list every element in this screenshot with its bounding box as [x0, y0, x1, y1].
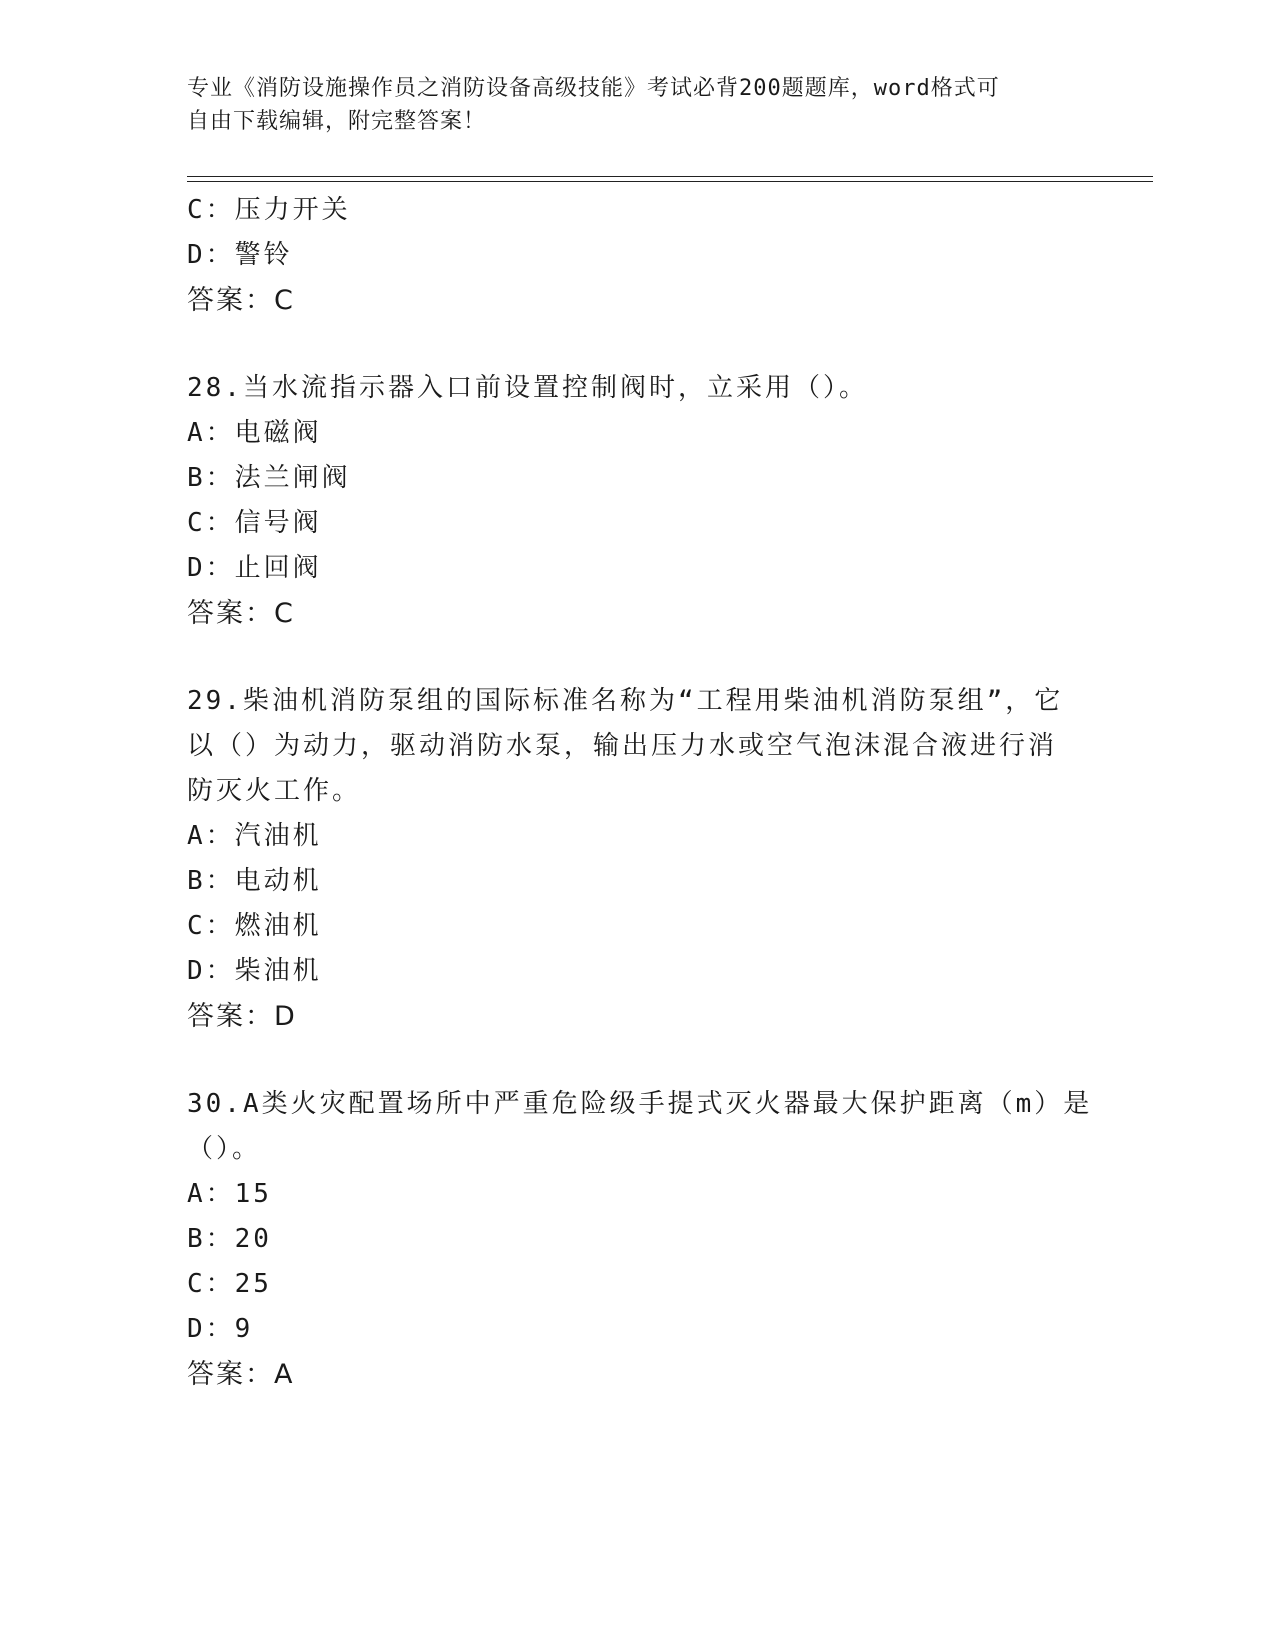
question-text: 28.当水流指示器入口前设置控制阀时，立采用（）。 — [187, 373, 868, 403]
answer: 答案：C — [187, 598, 295, 629]
option-a: A：汽油机 — [187, 821, 322, 851]
answer: 答案：A — [187, 1359, 295, 1390]
header-divider-top — [187, 176, 1153, 177]
header-divider-bottom — [187, 181, 1153, 182]
option-b: B：20 — [187, 1224, 272, 1254]
document-header — [187, 72, 1087, 138]
question-30 — [187, 1082, 1093, 1397]
question-text-line: （）。 — [187, 1134, 262, 1164]
question-text-line: 30.A类火灾配置场所中严重危险级手提式灭火器最大保护距离（m）是 — [187, 1089, 1093, 1119]
option-c: C：信号阀 — [187, 508, 322, 538]
option-a: A：15 — [187, 1179, 272, 1209]
option-a: A：电磁阀 — [187, 418, 322, 448]
question-list — [187, 188, 1093, 1397]
option-c: C：25 — [187, 1269, 272, 1299]
option-b: B：电动机 — [187, 866, 322, 896]
option-d: D：警铃 — [187, 240, 293, 270]
question-text-line: 以（）为动力，驱动消防水泵，输出压力水或空气泡沫混合液进行消 — [187, 731, 1058, 761]
option-b: B：法兰闸阀 — [187, 463, 351, 493]
header-line-1: 专业《消防设施操作员之消防设备高级技能》考试必背200题题库，word格式可 — [187, 76, 1000, 101]
option-d: D：柴油机 — [187, 956, 322, 986]
answer: 答案：D — [187, 1001, 297, 1032]
question-27-tail — [187, 188, 1087, 323]
question-28 — [187, 366, 1087, 636]
header-line-2: 自由下载编辑，附完整答案！ — [187, 109, 487, 134]
option-c: C：压力开关 — [187, 195, 351, 225]
option-c: C：燃油机 — [187, 911, 322, 941]
option-d: D：止回阀 — [187, 553, 322, 583]
question-text-line: 29.柴油机消防泵组的国际标准名称为“工程用柴油机消防泵组”，它 — [187, 686, 1064, 716]
question-29 — [187, 679, 1087, 1039]
option-d: D：9 — [187, 1314, 254, 1344]
question-text-line: 防灭火工作。 — [187, 776, 362, 806]
answer: 答案：C — [187, 285, 295, 316]
